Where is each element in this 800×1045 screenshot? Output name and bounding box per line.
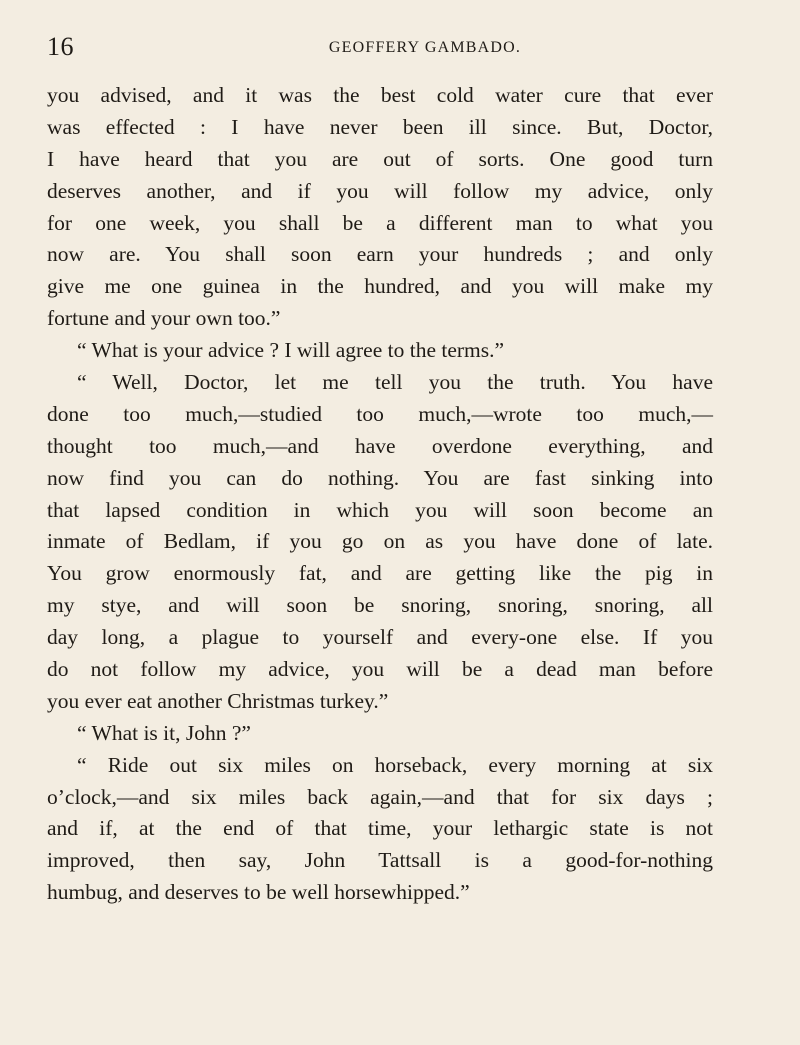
text-line: that lapsed condition in which you will soon become an [47,497,713,522]
text-line: was effected : I have never been ill since. But, Doctor, [47,114,713,139]
text-line: improved, then say, John Tattsall is a good-for-nothing [47,848,713,873]
body-text [47,80,713,909]
text-line: day long, a plague to yourself and every-one else. If you [47,625,713,650]
page-number: 16 [47,32,74,61]
text-line: for one week, you shall be a different man to what you [47,210,713,235]
text-line: my stye, and will soon be snoring, snoring, snoring, all [47,593,713,618]
text-line: “ Well, Doctor, let me tell you the truth. You have [77,370,713,395]
text-line: you advised, and it was the best cold water cure that ever [47,83,713,107]
text-line: humbug, and deserves to be well horsewhipped.” [47,880,470,905]
text-line: fortune and your own too.” [47,306,281,331]
text-line: o’clock,—and six miles back again,—and that for six days ; [47,784,713,809]
text-line: “ What is it, John ?” [77,720,251,745]
text-line: give me one guinea in the hundred, and you will make my [47,274,713,299]
text-line: You grow enormously fat, and are getting like the pig in [47,561,713,586]
text-line: deserves another, and if you will follow my advice, only [47,178,713,203]
text-line: now are. You shall soon earn your hundreds ; and only [47,242,713,267]
text-line: do not follow my advice, you will be a dead man before [47,657,713,682]
running-title: GEOFFERY GAMBADO. [328,39,522,56]
text-line: and if, at the end of that time, your lethargic state is not [47,816,713,841]
text-line: inmate of Bedlam, if you go on as you have done of late. [47,529,713,554]
text-line: “ What is your advice ? I will agree to the terms.” [77,338,505,363]
text-line: thought too much,—and have overdone everything, and [47,433,713,458]
text-line: done too much,—studied too much,—wrote too much,— [47,401,713,426]
text-line: “ Ride out six miles on horseback, every morning at six [77,752,713,777]
text-line: now find you can do nothing. You are fast sinking into [47,465,713,490]
text-line: you ever eat another Christmas turkey.” [47,688,389,713]
text-line: I have heard that you are out of sorts. One good turn [47,146,713,171]
